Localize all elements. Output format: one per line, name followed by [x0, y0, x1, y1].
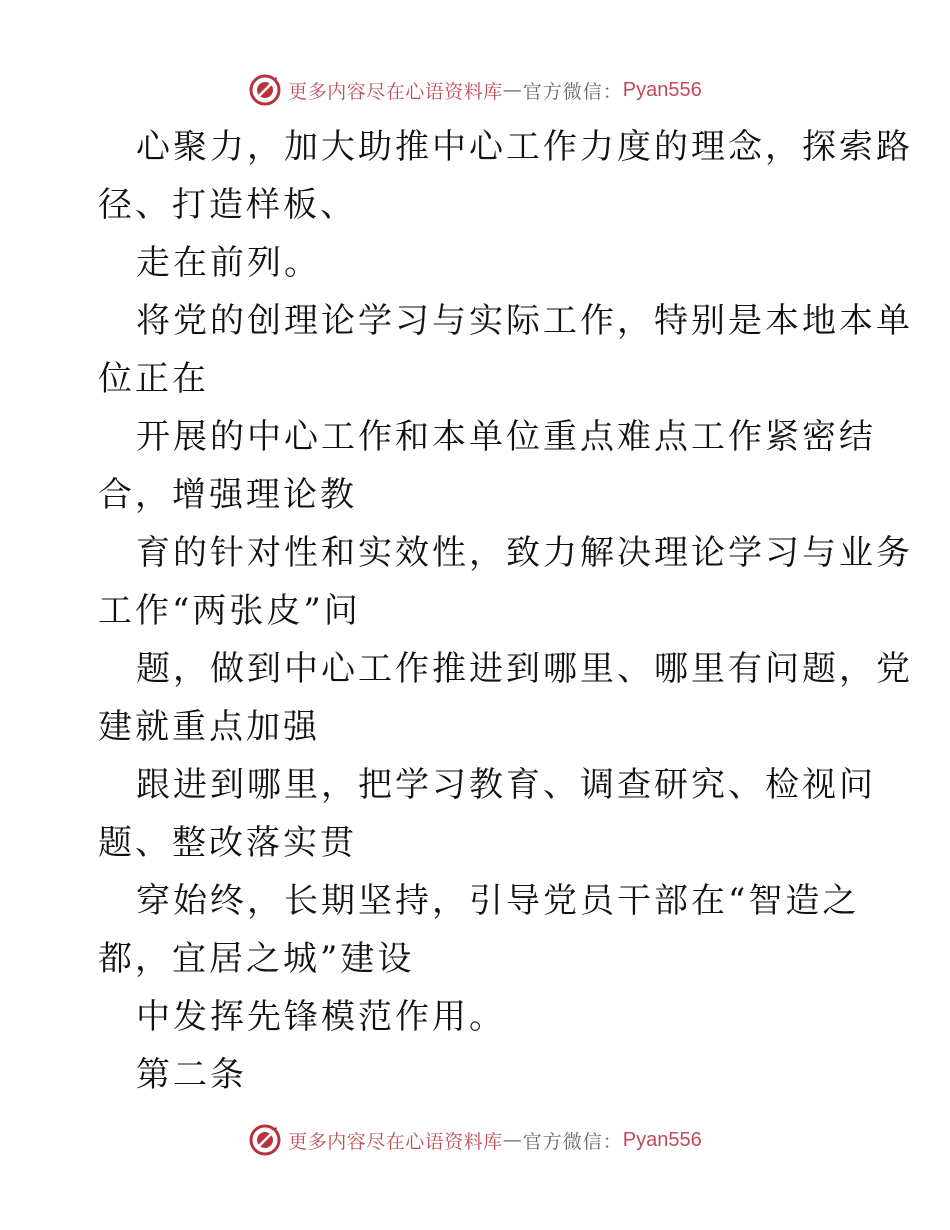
text-line: 中发挥先锋模范作用。 [136, 997, 506, 1037]
text-line: 建就重点加强 [98, 707, 320, 747]
banner-dash: — [502, 79, 523, 101]
banner-wechat-label: 官方微信： [522, 80, 623, 103]
text-line: 穿始终，长期坚持，引导党员干部在“智造之 [136, 881, 860, 921]
text-line: 合，增强理论教 [98, 475, 357, 515]
text-line: 题，做到中心工作推进到哪里、哪里有问题，党 [136, 649, 913, 689]
text-line: 将党的创理论学习与实际工作，特别是本地本单 [136, 301, 913, 341]
text-line: 径、打造样板、 [98, 185, 357, 225]
banner-dash: — [502, 1129, 523, 1151]
text-line: 跟进到哪里，把学习教育、调查研究、检视问 [136, 765, 876, 805]
logo-icon [248, 73, 282, 107]
text-line: 开展的中心工作和本单位重点难点工作紧密结 [136, 417, 876, 457]
text-line: 位正在 [98, 359, 209, 399]
banner-wechat-id: Pyan556 [622, 78, 702, 101]
text-line: 题、整改落实贯 [98, 823, 357, 863]
logo-icon [248, 1123, 282, 1157]
banner-wechat-label: 官方微信： [522, 1130, 623, 1153]
text-line: 工作“两张皮”问 [98, 591, 361, 631]
footer-banner [0, 1120, 950, 1160]
text-line: 都，宜居之城”建设 [98, 939, 415, 979]
text-line: 走在前列。 [136, 243, 321, 283]
banner-title: 更多内容尽在心语资料库 [288, 1130, 503, 1153]
document-body [98, 118, 913, 1104]
text-line: 心聚力，加大助推中心工作力度的理念，探索路 [136, 127, 913, 167]
text-line: 第二条 [136, 1055, 247, 1095]
banner-wechat-id: Pyan556 [622, 1128, 702, 1151]
text-line: 育的针对性和实效性，致力解决理论学习与业务 [136, 533, 913, 573]
banner-title: 更多内容尽在心语资料库 [288, 80, 503, 103]
header-banner [0, 70, 950, 110]
